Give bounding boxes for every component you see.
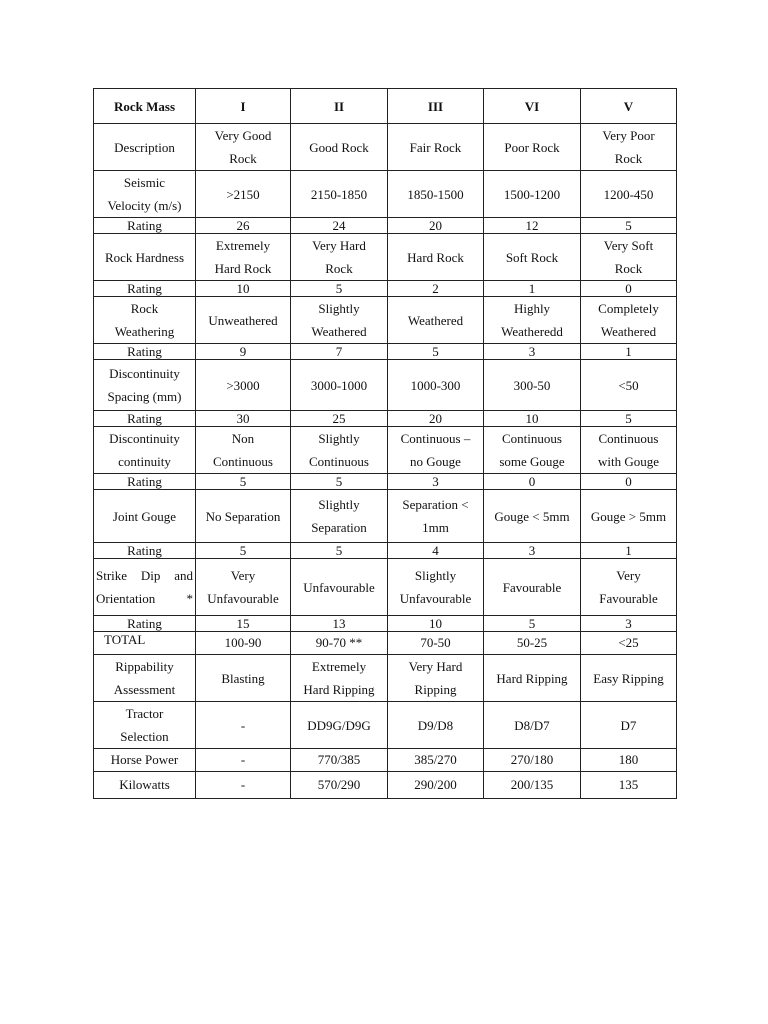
table-cell: 7 (291, 344, 388, 360)
table-cell: Favourable (484, 559, 581, 616)
table-row (94, 543, 677, 559)
table-cell: D8/D7 (484, 702, 581, 749)
table-cell: - (196, 749, 291, 772)
row-label-cell: Tractor Selection (94, 702, 196, 749)
header-cell-class-v: V (581, 89, 677, 124)
table-cell: 5 (291, 474, 388, 490)
table-cell: 26 (196, 218, 291, 234)
row-label-cell: Rock Hardness (94, 234, 196, 281)
row-label-cell: Discontinuity continuity (94, 427, 196, 474)
table-cell: Highly Weatheredd (484, 297, 581, 344)
table-row (94, 344, 677, 360)
table-cell: Slightly Unfavourable (388, 559, 484, 616)
table-cell: 15 (196, 616, 291, 632)
table-row (94, 490, 677, 543)
table-cell: Unweathered (196, 297, 291, 344)
table-cell: Slightly Separation (291, 490, 388, 543)
table-cell: 24 (291, 218, 388, 234)
header-row (94, 89, 677, 124)
table-cell: Extremely Hard Ripping (291, 655, 388, 702)
table-row (94, 124, 677, 171)
table-cell: 1 (484, 281, 581, 297)
table-cell: 200/135 (484, 772, 581, 799)
table-cell: Fair Rock (388, 124, 484, 171)
table-cell: 1200-450 (581, 171, 677, 218)
table-cell: Poor Rock (484, 124, 581, 171)
row-label-cell: Rating (94, 281, 196, 297)
table-cell: 10 (196, 281, 291, 297)
table-cell: Unfavourable (291, 559, 388, 616)
table-cell: 3 (484, 543, 581, 559)
table-cell: 3 (484, 344, 581, 360)
table-row (94, 474, 677, 490)
table-cell: Slightly Continuous (291, 427, 388, 474)
table-cell: 1500-1200 (484, 171, 581, 218)
table-cell: 0 (484, 474, 581, 490)
table-cell: <25 (581, 632, 677, 655)
table-cell: - (196, 702, 291, 749)
header-cell-class-i: I (196, 89, 291, 124)
table-cell: 300-50 (484, 360, 581, 411)
table-cell: 180 (581, 749, 677, 772)
row-label-cell: Rating (94, 344, 196, 360)
row-label-cell: Rippability Assessment (94, 655, 196, 702)
table-cell: 135 (581, 772, 677, 799)
row-label-cell: Rating (94, 543, 196, 559)
table-cell: Easy Ripping (581, 655, 677, 702)
table-cell: 5 (196, 474, 291, 490)
table-cell: 50-25 (484, 632, 581, 655)
table-cell: No Separation (196, 490, 291, 543)
table-cell: Very Hard Ripping (388, 655, 484, 702)
table-cell: 100-90 (196, 632, 291, 655)
table-cell: 3 (388, 474, 484, 490)
table-cell: 25 (291, 411, 388, 427)
row-label-cell: Kilowatts (94, 772, 196, 799)
table-row (94, 234, 677, 281)
table-cell: 5 (581, 411, 677, 427)
table-cell: 20 (388, 218, 484, 234)
table-cell: 70-50 (388, 632, 484, 655)
table-row (94, 360, 677, 411)
table-cell: Very Hard Rock (291, 234, 388, 281)
table-cell: 0 (581, 281, 677, 297)
rock-mass-rippability-table (93, 88, 677, 799)
table-cell: Very Unfavourable (196, 559, 291, 616)
table-row (94, 616, 677, 632)
table-cell: 290/200 (388, 772, 484, 799)
table-cell: 5 (196, 543, 291, 559)
table-cell: 10 (388, 616, 484, 632)
table-cell: 1 (581, 344, 677, 360)
table-row (94, 171, 677, 218)
table-row (94, 297, 677, 344)
table-cell: 1000-300 (388, 360, 484, 411)
row-label-cell: Rating (94, 218, 196, 234)
table-cell: >3000 (196, 360, 291, 411)
row-label-cell: Joint Gouge (94, 490, 196, 543)
table-cell: Very Poor Rock (581, 124, 677, 171)
row-label-cell: Horse Power (94, 749, 196, 772)
table-cell: Completely Weathered (581, 297, 677, 344)
table-cell: 570/290 (291, 772, 388, 799)
row-label-cell: TOTAL (94, 632, 196, 655)
row-label-cell: Strike Dip and Orientation * (94, 559, 196, 616)
table-cell: 770/385 (291, 749, 388, 772)
table-cell: 2150-1850 (291, 171, 388, 218)
table-cell: 0 (581, 474, 677, 490)
table-cell: Very Favourable (581, 559, 677, 616)
table-cell: Hard Rock (388, 234, 484, 281)
row-label-cell: Description (94, 124, 196, 171)
table-cell: 270/180 (484, 749, 581, 772)
row-label-cell: Seismic Velocity (m/s) (94, 171, 196, 218)
table-cell: 5 (291, 281, 388, 297)
row-label-cell: Rating (94, 411, 196, 427)
table-cell: Slightly Weathered (291, 297, 388, 344)
table-cell: 9 (196, 344, 291, 360)
table-cell: 13 (291, 616, 388, 632)
table-cell: >2150 (196, 171, 291, 218)
table-cell: 1 (581, 543, 677, 559)
table-row (94, 218, 677, 234)
table-cell: 4 (388, 543, 484, 559)
table-cell: Gouge < 5mm (484, 490, 581, 543)
table-cell: Good Rock (291, 124, 388, 171)
table-cell: Soft Rock (484, 234, 581, 281)
table-row (94, 427, 677, 474)
table-cell: Non Continuous (196, 427, 291, 474)
table-cell: 90-70 ** (291, 632, 388, 655)
table-cell: Continuous with Gouge (581, 427, 677, 474)
row-label-cell: Rating (94, 474, 196, 490)
table-row (94, 411, 677, 427)
table-cell: 3 (581, 616, 677, 632)
table-row (94, 632, 677, 655)
table-cell: Continuous – no Gouge (388, 427, 484, 474)
table-cell: - (196, 772, 291, 799)
table-cell: 10 (484, 411, 581, 427)
table-cell: 20 (388, 411, 484, 427)
table-cell: 5 (291, 543, 388, 559)
header-cell-class-iii: III (388, 89, 484, 124)
table-cell: <50 (581, 360, 677, 411)
table-cell: 1850-1500 (388, 171, 484, 218)
table-cell: Extremely Hard Rock (196, 234, 291, 281)
table-cell: Very Soft Rock (581, 234, 677, 281)
table-cell: 2 (388, 281, 484, 297)
table-cell: 5 (581, 218, 677, 234)
table-cell: Separation < 1mm (388, 490, 484, 543)
table-cell: Hard Ripping (484, 655, 581, 702)
header-cell-class-ii: II (291, 89, 388, 124)
table-cell: Very Good Rock (196, 124, 291, 171)
table-row (94, 281, 677, 297)
table-cell: DD9G/D9G (291, 702, 388, 749)
table-cell: 5 (388, 344, 484, 360)
table-cell: 385/270 (388, 749, 484, 772)
row-label-cell: Rating (94, 616, 196, 632)
header-cell-class-vi: VI (484, 89, 581, 124)
table-row (94, 772, 677, 799)
table-cell: D7 (581, 702, 677, 749)
table-row (94, 559, 677, 616)
table-cell: 30 (196, 411, 291, 427)
table-row (94, 655, 677, 702)
header-cell-rock-mass: Rock Mass (94, 89, 196, 124)
table-cell: Weathered (388, 297, 484, 344)
row-label-cell: Discontinuity Spacing (mm) (94, 360, 196, 411)
table-cell: Blasting (196, 655, 291, 702)
table-row (94, 702, 677, 749)
table-cell: 3000-1000 (291, 360, 388, 411)
table-cell: Continuous some Gouge (484, 427, 581, 474)
row-label-cell: Rock Weathering (94, 297, 196, 344)
table-cell: Gouge > 5mm (581, 490, 677, 543)
table-cell: 12 (484, 218, 581, 234)
table-row (94, 749, 677, 772)
table-cell: 5 (484, 616, 581, 632)
table-cell: D9/D8 (388, 702, 484, 749)
